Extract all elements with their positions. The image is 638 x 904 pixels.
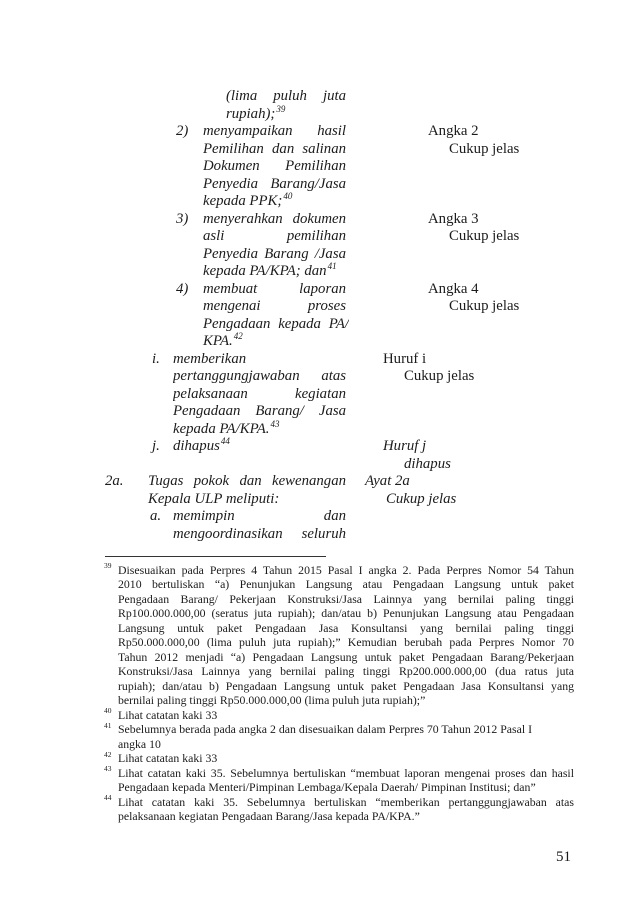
body-line: menyampaikan hasil xyxy=(203,123,346,139)
footnote-line: Sebelumnya berada pada angka 2 dan disesuaikan dalam Perpres 70 Tahun 2012 Pasal I xyxy=(118,722,533,737)
footnote-line: Rp50.000.000,00 (lima puluh juta rupiah);” Kemudian berubah pada Perpres Nomor 70 xyxy=(118,635,574,650)
item-number: 2a. xyxy=(105,473,124,489)
body-line: Pemilihan dan salinan xyxy=(203,140,346,157)
body-line-text: kepada PA/KPA; dan xyxy=(203,263,327,279)
body-line: Kepala ULP meliputi: xyxy=(148,490,280,507)
body-line: pelaksanaan kegiatan xyxy=(173,385,346,402)
body-line xyxy=(173,437,230,455)
item-number: 2) xyxy=(176,123,189,139)
body-line: Tugas pokok dan kewenangan xyxy=(148,473,346,489)
body-line: Dokumen Pemilihan xyxy=(203,158,346,174)
body-line xyxy=(226,105,285,123)
footnote-line: Lihat catatan kaki 35. Sebelumnya bertuliskan “memberikan pertanggungjawaban atas xyxy=(118,794,574,809)
body-line: membuat laporan xyxy=(203,280,346,297)
explanation-heading: Angka 2 xyxy=(428,123,479,139)
footnote-line: Rp100.000.000,00 (seratus juta rupiah); dan/atau b) Penunjukan Langsung atau Pengadaan xyxy=(118,606,574,621)
body-line: Pengadaan kepada PA/ xyxy=(203,315,349,332)
explanation-note: Cukup jelas xyxy=(449,298,520,314)
footnote-number: 41 xyxy=(104,720,112,730)
footnote-line: angka 10 xyxy=(118,736,161,751)
footnote-line: Lihat catatan kaki 33 xyxy=(118,751,218,766)
explanation-heading: Huruf i xyxy=(383,350,427,367)
item-number: 3) xyxy=(176,210,189,227)
body-line: mengenai proses xyxy=(203,298,346,314)
item-number: 4) xyxy=(176,280,189,297)
body-line: Penyedia Barang /Jasa xyxy=(203,245,346,262)
footnote-number: 39 xyxy=(104,561,112,570)
footnote-ref: 44 xyxy=(220,436,230,446)
body-line: (lima puluh juta xyxy=(226,88,346,104)
body-line-text: rupiah); xyxy=(226,105,276,122)
body-line-text: KPA. xyxy=(203,333,233,349)
explanation-heading: Huruf j xyxy=(383,438,427,454)
footnote-line: Disesuaikan pada Perpres 4 Tahun 2015 Pasal I angka 2. Pada Perpres Nomor 54 Tahun xyxy=(118,562,574,577)
item-number: a. xyxy=(150,508,162,524)
footnote-line: Lihat catatan kaki 33 xyxy=(118,707,218,722)
explanation-note: dihapus xyxy=(404,455,451,472)
footnote-line: pelaksanaan kegiatan Pengadaan Barang/Jasa kepada PA/KPA.” xyxy=(118,809,420,824)
footnote-line: rupiah); dan/atau b) Pengadaan Langsung untuk paket Pengadaan Jasa Konsultansi yang xyxy=(118,678,574,693)
body-line: memimpin dan xyxy=(173,508,346,524)
body-line: memberikan xyxy=(173,350,247,367)
body-line: mengoordinasikan seluruh xyxy=(173,525,346,542)
body-line-text: dihapus xyxy=(173,438,220,454)
explanation-note: Cukup jelas xyxy=(449,140,520,157)
footnote-ref: 40 xyxy=(283,191,293,201)
page-number: 51 xyxy=(556,849,571,865)
body-line: menyerahkan dokumen xyxy=(203,210,346,227)
item-number: j. xyxy=(152,438,160,454)
body-line xyxy=(203,262,337,280)
footnote-separator xyxy=(105,556,326,557)
explanation-heading: Angka 3 xyxy=(428,210,479,227)
footnote-ref: 42 xyxy=(233,331,243,341)
explanation-note: Cukup jelas xyxy=(449,228,520,244)
body-line: pertanggungjawaban atas xyxy=(173,368,346,384)
footnote-line: Pengadaan Barang/ Pekerjaan Konstruksi/Jasa Lainnya yang bernilai paling tinggi xyxy=(118,591,574,606)
explanation-note: Cukup jelas xyxy=(386,490,457,507)
explanation-heading: Angka 4 xyxy=(428,280,479,297)
footnote-line: Pengadaan kepada Menteri/Pimpinan Lembaga/Kepala Daerah/ Pimpinan Institusi; dan” xyxy=(118,780,536,795)
body-line xyxy=(203,332,243,350)
footnote-number: 42 xyxy=(104,749,112,759)
footnote-line: Lihat catatan kaki 35. Sebelumnya bertuliskan “membuat laporan mengenai proses dan hasil xyxy=(118,765,574,780)
item-number: i. xyxy=(152,350,160,367)
footnote-line: Langsung untuk paket Pengadaan Jasa Konsultansi yang bernilai paling tinggi xyxy=(118,620,574,635)
footnote-ref: 43 xyxy=(270,418,280,429)
footnote-line: Tahun 2012 menjadi “a) Pengadaan Langsung untuk paket Pengadaan Barang/Pekerjaan xyxy=(118,649,574,664)
body-line: Pengadaan Barang/ Jasa xyxy=(173,403,346,419)
footnote-line: Konstruksi/Jasa Lainnya yang bernilai paling tinggi Rp200.000.000,00 (dua ratus juta xyxy=(118,664,574,679)
footnote-number: 43 xyxy=(104,764,112,773)
body-line-text: kepada PPK; xyxy=(203,193,283,209)
body-line-text: kepada PA/KPA. xyxy=(173,420,270,437)
explanation-note: Cukup jelas xyxy=(404,368,475,384)
explanation-heading: Ayat 2a xyxy=(365,473,410,489)
body-line xyxy=(173,420,279,438)
body-line: Penyedia Barang/Jasa xyxy=(203,175,346,192)
body-line xyxy=(203,192,292,210)
footnote-number: 44 xyxy=(104,793,112,802)
body-line: asli pemilihan xyxy=(203,228,346,244)
footnote-number: 40 xyxy=(104,706,112,715)
footnote-line: bernilai paling tinggi Rp50.000.000,00 (lima puluh juta rupiah);” xyxy=(118,693,426,708)
footnote-ref: 39 xyxy=(276,103,286,114)
footnote-ref: 41 xyxy=(327,261,337,271)
footnote-line: 2010 bertuliskan “a) Penunjukan Langsung atau Pengadaan Langsung untuk paket xyxy=(118,577,574,592)
